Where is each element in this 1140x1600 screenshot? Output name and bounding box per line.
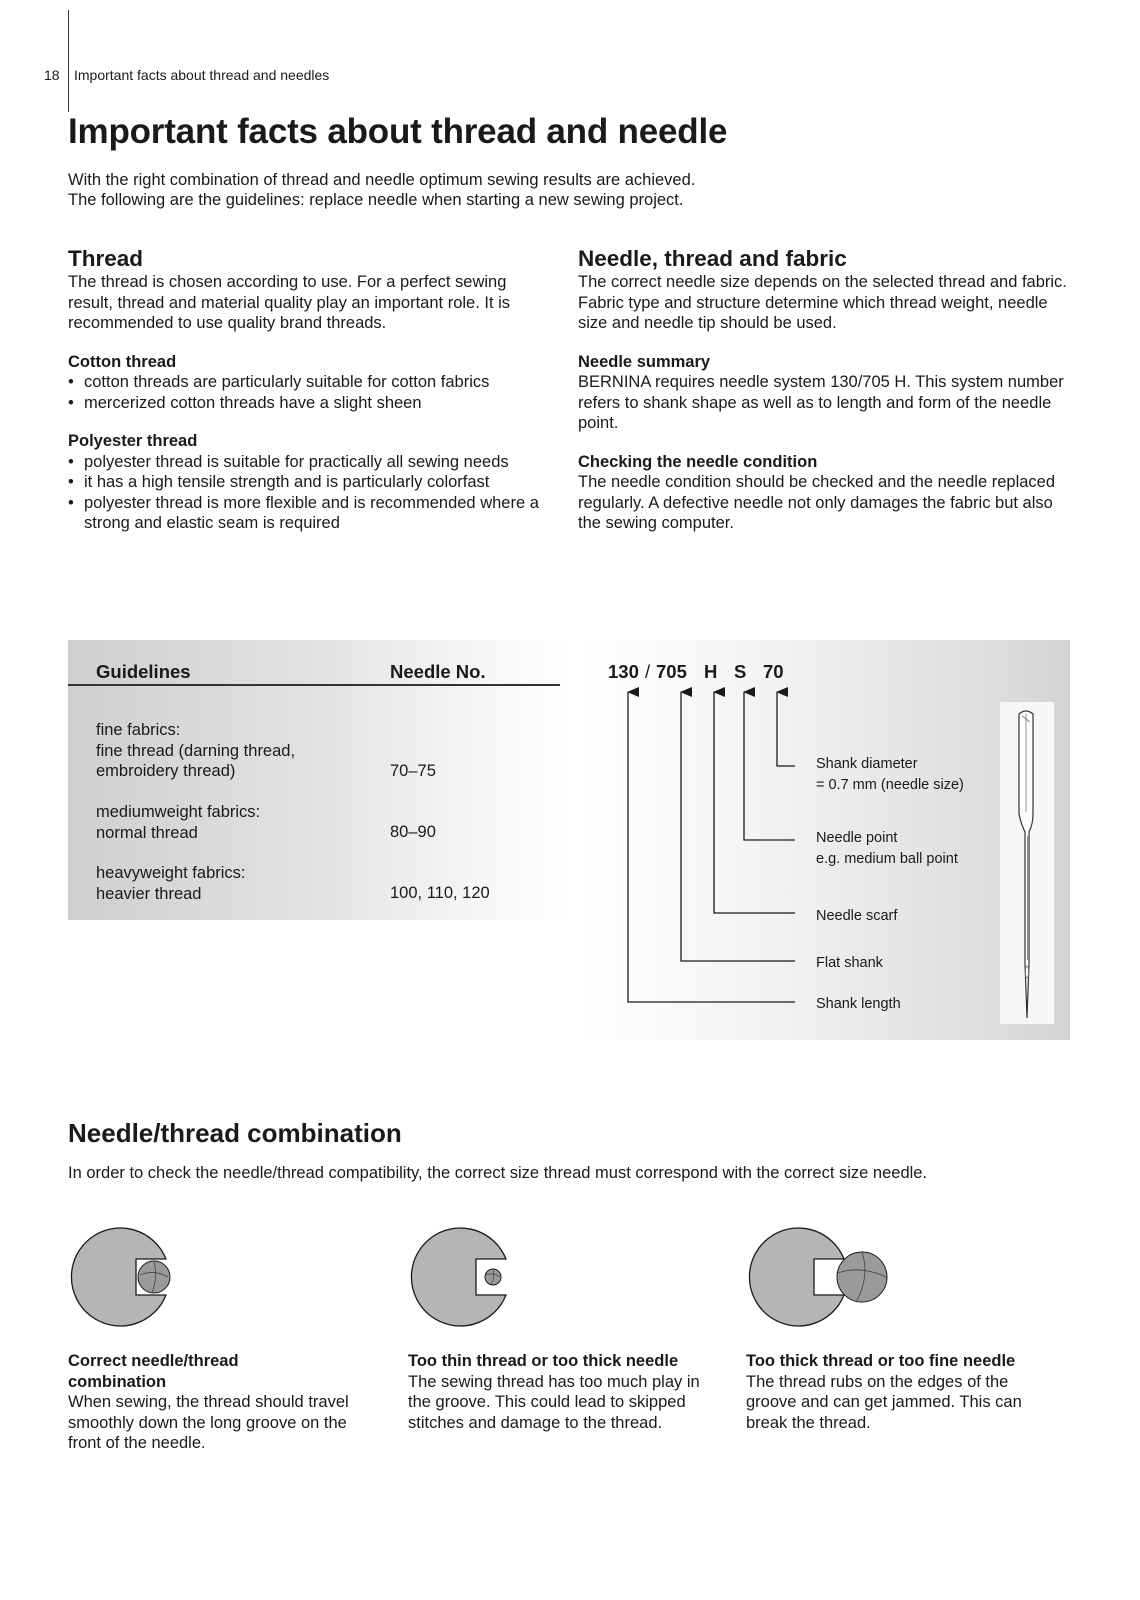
list-item: • it has a high tensile strength and is particularly colorfast (68, 472, 548, 493)
list-item: • polyester thread is more flexible and is recommended where a strong and elastic seam is required (68, 493, 548, 534)
code-slash: / (645, 661, 651, 682)
combination-intro: In order to check the needle/thread compatibility, the correct size thread must correspond with the correct size needle. (68, 1164, 928, 1182)
list-item: • mercerized cotton threads have a slight sheen (68, 393, 548, 414)
thread-text: The thread is chosen according to use. For a perfect sewing result, thread and material quality play an important role. It is recommended to use quality brand threads. (68, 273, 511, 332)
label-flat-shank: Flat shank (816, 955, 883, 971)
ntf-text: The correct needle size depends on the selected thread and fabric. Fabric type and structure determine which thread weight, needle size and needle tip should be used. (578, 273, 1067, 332)
code-part-130: 130 (608, 661, 639, 682)
ntf-heading: Needle, thread and fabric (578, 246, 847, 271)
needle-cross-section-correct-icon (68, 1225, 172, 1329)
page-number: 18 (44, 67, 60, 83)
row-label: normal thread (96, 823, 198, 842)
row-label: mediumweight fabrics: (96, 803, 261, 821)
row-value: 100, 110, 120 (390, 884, 490, 902)
combination-item-thin-thread: Too thin thread or too thick needle The sewing thread has too much play in the groove. This could lead to skipped stitches and damage to the thread. (408, 1352, 700, 1432)
cotton-heading: Cotton thread (68, 352, 177, 371)
thread-heading: Thread (68, 246, 144, 271)
combination-item-thick-thread: Too thick thread or too fine needle The thread rubs on the edges of the groove and can get jammed. This can break the thread. (746, 1352, 1022, 1432)
page-title: Important facts about thread and needle (68, 112, 728, 151)
code-part-h: H (704, 661, 718, 682)
condition-text: The needle condition should be checked and the needle replaced regularly. A defective needle not only damages the fabric but also the sewing computer. (578, 473, 1056, 532)
row-label: fine fabrics: (96, 721, 181, 739)
label-needle-point: Needle point e.g. medium ball point (816, 830, 958, 867)
needle-cross-section-thin-thread-icon (408, 1225, 512, 1329)
label-shank-length: Shank length (816, 996, 901, 1012)
combination-item-correct: Correct needle/thread combination When sewing, the thread should travel smoothly down the long groove on the front of the needle. (68, 1352, 349, 1452)
leader-flat-shank (681, 692, 795, 961)
summary-text: BERNINA requires needle system 130/705 H. This system number refers to shank shape as well as to length and form of the needle point. (578, 373, 1064, 432)
polyester-heading: Polyester thread (68, 432, 198, 450)
row-label: fine thread (darning thread, (96, 741, 296, 760)
row-value: 70–75 (390, 762, 436, 780)
needle-cross-section-thick-thread-icon (746, 1225, 896, 1329)
label-needle-scarf: Needle scarf (816, 908, 898, 924)
row-value: 80–90 (390, 823, 436, 841)
condition-heading: Checking the needle condition (578, 452, 818, 471)
leader-shank-diameter (777, 692, 795, 766)
row-label: heavyweight fabrics: (96, 864, 246, 882)
summary-heading: Needle summary (578, 352, 711, 371)
code-part-70: 70 (763, 661, 784, 682)
code-part-s: S (734, 661, 747, 682)
list-item: • cotton threads are particularly suitable for cotton fabrics (68, 372, 548, 393)
row-label: embroidery thread) (96, 762, 236, 780)
needle-icon (1000, 702, 1054, 1024)
guidelines-col-header: Guidelines (96, 661, 191, 682)
combination-heading: Needle/thread combination (68, 1118, 402, 1148)
running-title: Important facts about thread and needles (74, 67, 330, 83)
leader-shank-length (628, 692, 795, 1002)
needle-no-col-header: Needle No. (390, 661, 486, 682)
label-shank-diameter: Shank diameter = 0.7 mm (needle size) (816, 756, 964, 793)
list-item: • polyester thread is suitable for practically all sewing needs (68, 452, 548, 473)
intro-line-2: The following are the guidelines: replace needle when starting a new sewing project. (68, 191, 684, 209)
leader-needle-scarf (714, 692, 795, 913)
code-part-705: 705 (656, 661, 687, 682)
intro-line-1: With the right combination of thread and needle optimum sewing results are achieved. (68, 171, 696, 189)
row-label: heavier thread (96, 884, 202, 903)
